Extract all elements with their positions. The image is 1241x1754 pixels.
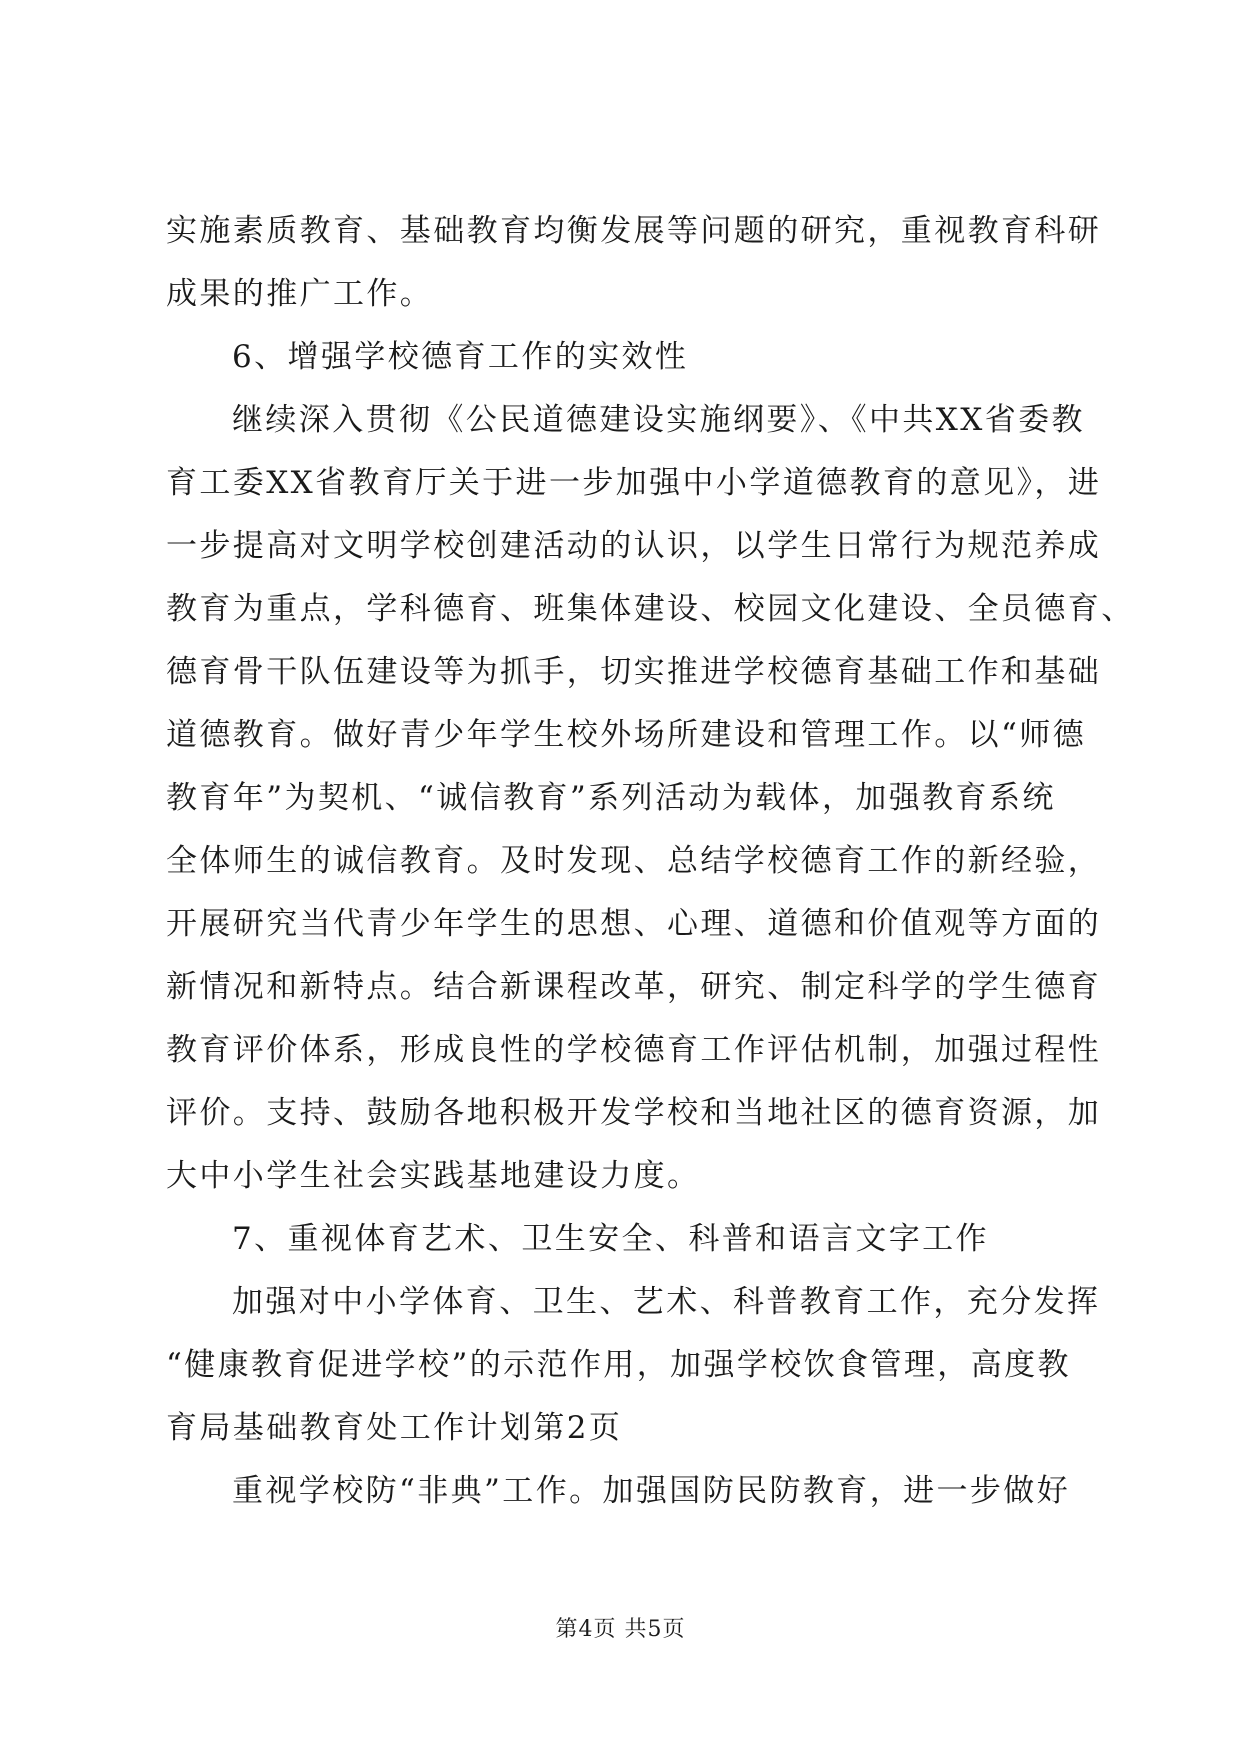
text-line: 育工委XX省教育厅关于进一步加强中小学道德教育的意见》，进 — [166, 465, 1102, 501]
document-body — [166, 200, 1135, 1523]
text-line: 教育年”为契机、“诚信教育”系列活动为载体，加强教育系统 — [166, 780, 1056, 816]
text-line: 成果的推广工作。 — [166, 276, 434, 312]
text-line: 开展研究当代青少年学生的思想、心理、道德和价值观等方面的 — [166, 906, 1102, 942]
text-line: 实施素质教育、基础教育均衡发展等问题的研究，重视教育科研 — [166, 213, 1102, 249]
section-heading-7: 7、重视体育艺术、卫生安全、科普和语言文字工作 — [232, 1221, 989, 1257]
text-line: 一步提高对文明学校创建活动的认识，以学生日常行为规范养成 — [166, 528, 1102, 564]
text-line: 教育评价体系，形成良性的学校德育工作评估机制，加强过程性 — [166, 1032, 1102, 1068]
text-line: 教育为重点，学科德育、班集体建设、校园文化建设、全员德育、 — [166, 591, 1135, 627]
text-line: 评价。支持、鼓励各地积极开发学校和当地社区的德育资源，加 — [166, 1095, 1102, 1131]
page-number-footer: 第4页 共5页 — [555, 1617, 686, 1642]
text-line: 加强对中小学体育、卫生、艺术、科普教育工作，充分发挥 — [232, 1284, 1101, 1320]
text-line: 育局基础教育处工作计划第2页 — [166, 1410, 623, 1446]
text-line: 道德教育。做好青少年学生校外场所建设和管理工作。以“师德 — [166, 717, 1087, 753]
text-line: 重视学校防“非典”工作。加强国防民防教育，进一步做好 — [232, 1473, 1071, 1509]
text-line: 新情况和新特点。结合新课程改革，研究、制定科学的学生德育 — [166, 969, 1102, 1005]
text-line: 继续深入贯彻《公民道德建设实施纲要》、《中共XX省委教 — [232, 402, 1085, 438]
section-heading-6: 6、增强学校德育工作的实效性 — [232, 339, 689, 375]
text-line: “健康教育促进学校”的示范作用，加强学校饮食管理，高度教 — [166, 1347, 1071, 1383]
text-line: 全体师生的诚信教育。及时发现、总结学校德育工作的新经验， — [166, 843, 1102, 879]
text-line: 大中小学生社会实践基地建设力度。 — [166, 1158, 701, 1194]
text-line: 德育骨干队伍建设等为抓手，切实推进学校德育基础工作和基础 — [166, 654, 1102, 690]
